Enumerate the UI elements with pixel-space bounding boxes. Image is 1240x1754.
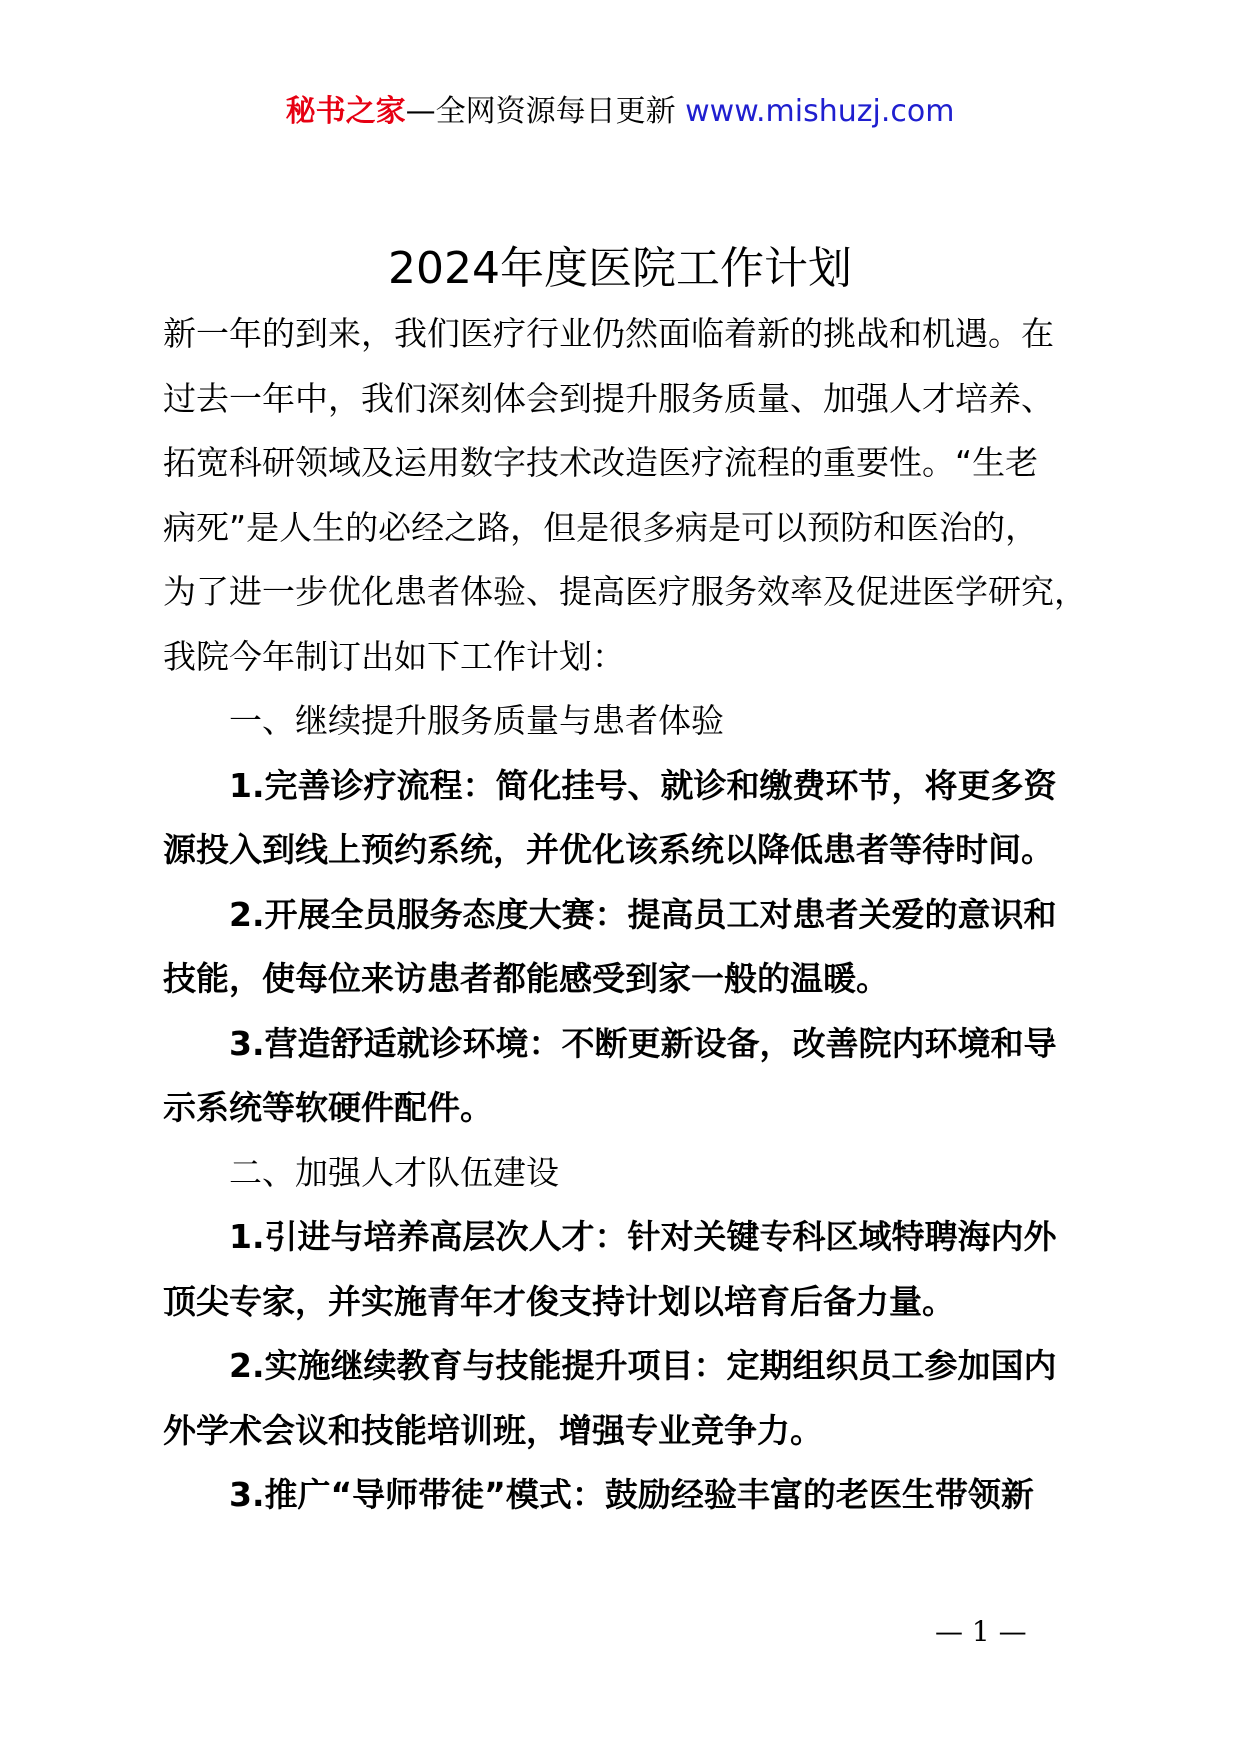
site-banner bbox=[0, 92, 1240, 132]
body-line: 为了进一步优化患者体验、提高医疗服务效率及促进医学研究， bbox=[163, 572, 1087, 611]
body-line: 拓宽科研领域及运用数字技术改造医疗流程的重要性。“生老 bbox=[163, 443, 1039, 482]
site-url[interactable]: www.mishuzj.com bbox=[685, 94, 955, 129]
list-item: 1.引进与培养高层次人才：针对关键专科区域特聘海内外 bbox=[229, 1217, 1057, 1256]
list-item: 3.推广“导师带徒”模式：鼓励经验丰富的老医生带领新 bbox=[229, 1475, 1034, 1514]
brand-tagline: —全网资源每日更新 bbox=[405, 94, 676, 129]
list-item: 3.营造舒适就诊环境：不断更新设备，改善院内环境和导 bbox=[229, 1023, 1057, 1063]
section-heading: 一、继续提升服务质量与患者体验 bbox=[229, 701, 724, 740]
document-title: 2024年度医院工作计划 bbox=[388, 243, 852, 294]
body-line: 过去一年中，我们深刻体会到提升服务质量、加强人才培养、 bbox=[163, 378, 1054, 418]
brand-name: 秘书之家 bbox=[285, 94, 406, 129]
list-item: 2.开展全员服务态度大赛：提高员工对患者关爱的意识和 bbox=[229, 894, 1057, 934]
body-line: 病死”是人生的必经之路，但是很多病是可以预防和医治的， bbox=[163, 507, 1039, 547]
list-item: 2.实施继续教育与技能提升项目：定期组织员工参加国内 bbox=[229, 1346, 1057, 1385]
page-number: — 1 — bbox=[935, 1615, 1027, 1648]
list-item-continued: 外学术会议和技能培训班，增强专业竞争力。 bbox=[163, 1410, 823, 1450]
list-item-continued: 技能，使每位来访患者都能感受到家一般的温暖。 bbox=[163, 959, 889, 998]
document-body bbox=[163, 302, 1113, 1528]
body-line: 新一年的到来，我们医疗行业仍然面临着新的挑战和机遇。在 bbox=[163, 314, 1054, 353]
list-item-continued: 源投入到线上预约系统，并优化该系统以降低患者等待时间。 bbox=[163, 830, 1054, 869]
list-item: 1.完善诊疗流程：简化挂号、就诊和缴费环节，将更多资 bbox=[229, 765, 1057, 805]
list-item-continued: 顶尖专家，并实施青年才俊支持计划以培育后备力量。 bbox=[163, 1281, 955, 1321]
section-heading: 二、加强人才队伍建设 bbox=[229, 1152, 559, 1192]
list-item-continued: 示系统等软硬件配件。 bbox=[163, 1088, 493, 1127]
body-line: 我院今年制订出如下工作计划： bbox=[163, 636, 625, 676]
